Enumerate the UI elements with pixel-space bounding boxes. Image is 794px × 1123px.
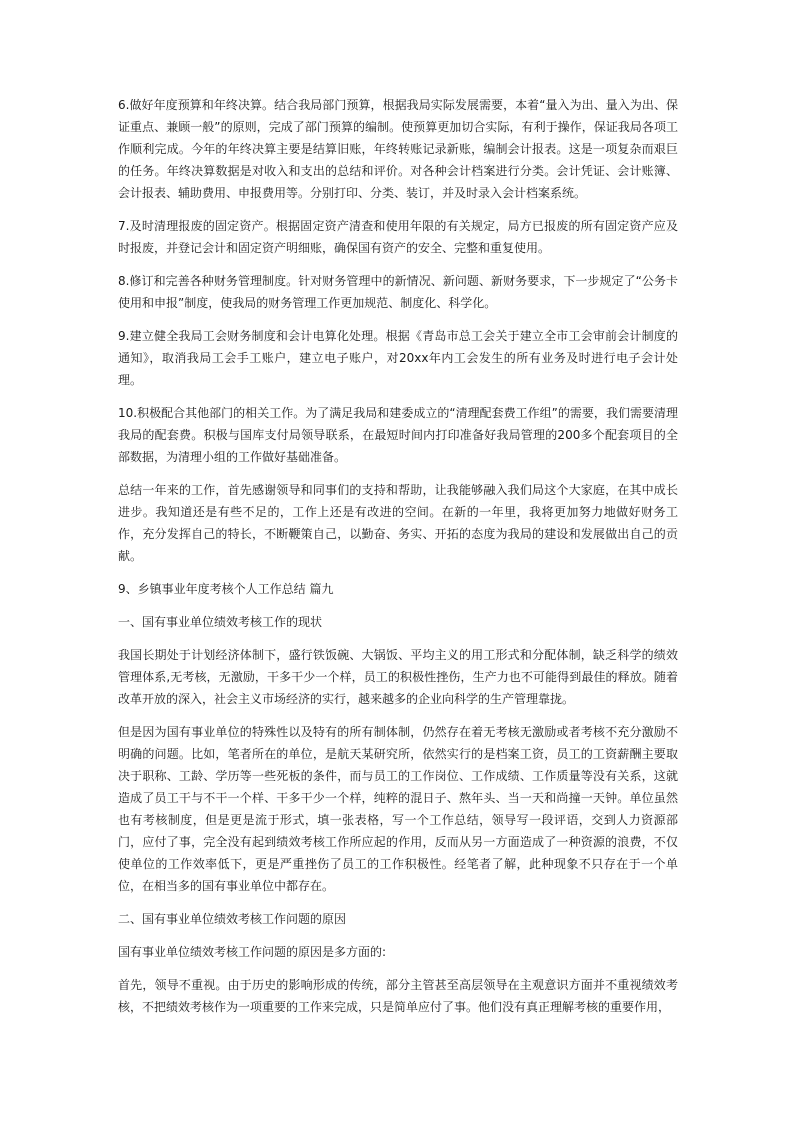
- paragraph-first-cause: 首先，领导不重视。由于历史的影响形成的传统，部分主管甚至高层领导在主观意识方面并不重视绩效考核，不把绩效考核作为一项重要的工作来完成，只是简单应付了事。他们没有真正理解考核的重要作用，: [118, 978, 678, 1014]
- paragraph-history: 我国长期处于计划经济体制下，盛行铁饭碗、大锅饭、平均主义的用工形式和分配体制，缺乏科学的绩效管理体系,无考核，无激励，干多干少一个样，员工的积极性挫伤，生产力也不可能得到最佳的释放。随着改革开放的深入，社会主义市场经济的实行，越来越多的企业向科学的生产管理靠拢。: [118, 648, 678, 706]
- paragraph-summary: 总结一年来的工作，首先感谢领导和同事们的支持和帮助，让我能够融入我们局这个大家庭，在其中成长进步。我知道还是有些不足的，工作上还是有改进的空间。在新的一年里，我将更加努力地做好财务工作，充分发挥自己的特长，不断鞭策自己，以勤奋、务实、开拓的态度为我局的建设和发展做出自己的贡献。: [118, 483, 678, 563]
- paragraph-union-finance: 9.建立健全我局工会财务制度和会计电算化处理。根据《青岛市总工会关于建立全市工会审前会计制度的通知》，取消我局工会手工账户，建立电子账户，对20xx年内工会发生的所有业务及时进行电子会计处理。: [118, 329, 678, 387]
- paragraph-causes-intro: 国有事业单位绩效考核工作问题的原因是多方面的:: [118, 945, 387, 959]
- paragraph-cooperation: 10.积极配合其他部门的相关工作。为了满足我局和建委成立的“清理配套费工作组”的需要，我们需要清理我局的配套费。积极与国库支付局领导联系，在最短时间内打印准备好我局管理的200多个配套项目的全部数据，为清理小组的工作做好基础准备。: [118, 406, 678, 464]
- heading-causes: 二、国有事业单位绩效考核工作问题的原因: [118, 912, 347, 926]
- paragraph-fixed-assets: 7.及时清理报废的固定资产。根据固定资产清查和使用年限的有关规定，局方已报废的所有固定资产应及时报废，并登记会计和固定资产明细账，确保国有资产的安全、完整和重复使用。: [118, 219, 678, 255]
- paragraph-regulations: 8.修订和完善各种财务管理制度。针对财务管理中的新情况、新问题、新财务要求，下一步规定了“公务卡使用和申报”制度，使我局的财务管理工作更加规范、制度化、科学化。: [118, 274, 678, 310]
- heading-current-status: 一、国有事业单位绩效考核工作的现状: [118, 615, 323, 629]
- document-page: [118, 94, 678, 1029]
- section-title: 9、乡镇事业年度考核个人工作总结 篇九: [118, 582, 334, 596]
- paragraph-budget: 6.做好年度预算和年终决算。结合我局部门预算，根据我局实际发展需要，本着“量入为出、量入为出、保证重点、兼顾一般”的原则，完成了部门预算的编制。使预算更加切合实际，有利于操作，保证我局各项工作顺利完成。今年的年终决算主要是结算旧账，年终转账记录新账，编制会计报表。这是一项复杂而艰巨的任务。年终决算数据是对收入和支出的总结和评价。对各种会计档案进行分类。会计凭证、会计账簿、会计报表、辅助费用、申报费用等。分别打印、分类、装订，并及时录入会计档案系统。: [118, 98, 678, 200]
- paragraph-problems: 但是因为国有事业单位的特殊性以及特有的所有制体制，仍然存在着无考核无激励或者考核不充分激励不明确的问题。比如，笔者所在的单位，是航天某研究所，依然实行的是档案工资，员工的工资薪酬主要取决于职称、工龄、学历等一些死板的条件，而与员工的工作岗位、工作成绩、工作质量等没有关系，这就造成了员工干与不干一个样、干多干少一个样，纯粹的混日子、熬年头、当一天和尚撞一天钟。单位虽然也有考核制度，但是更是流于形式，填一张表格，写一个工作总结，领导写一段评语，交到人力资源部门，应付了事，完全没有起到绩效考核工作所应起的作用，反而从另一方面造成了一种资源的浪费，不仅使单位的工作效率低下，更是严重挫伤了员工的工作积极性。经笔者了解，此种现象不只存在于一个单位，在相当多的国有事业单位中都存在。: [118, 725, 678, 893]
